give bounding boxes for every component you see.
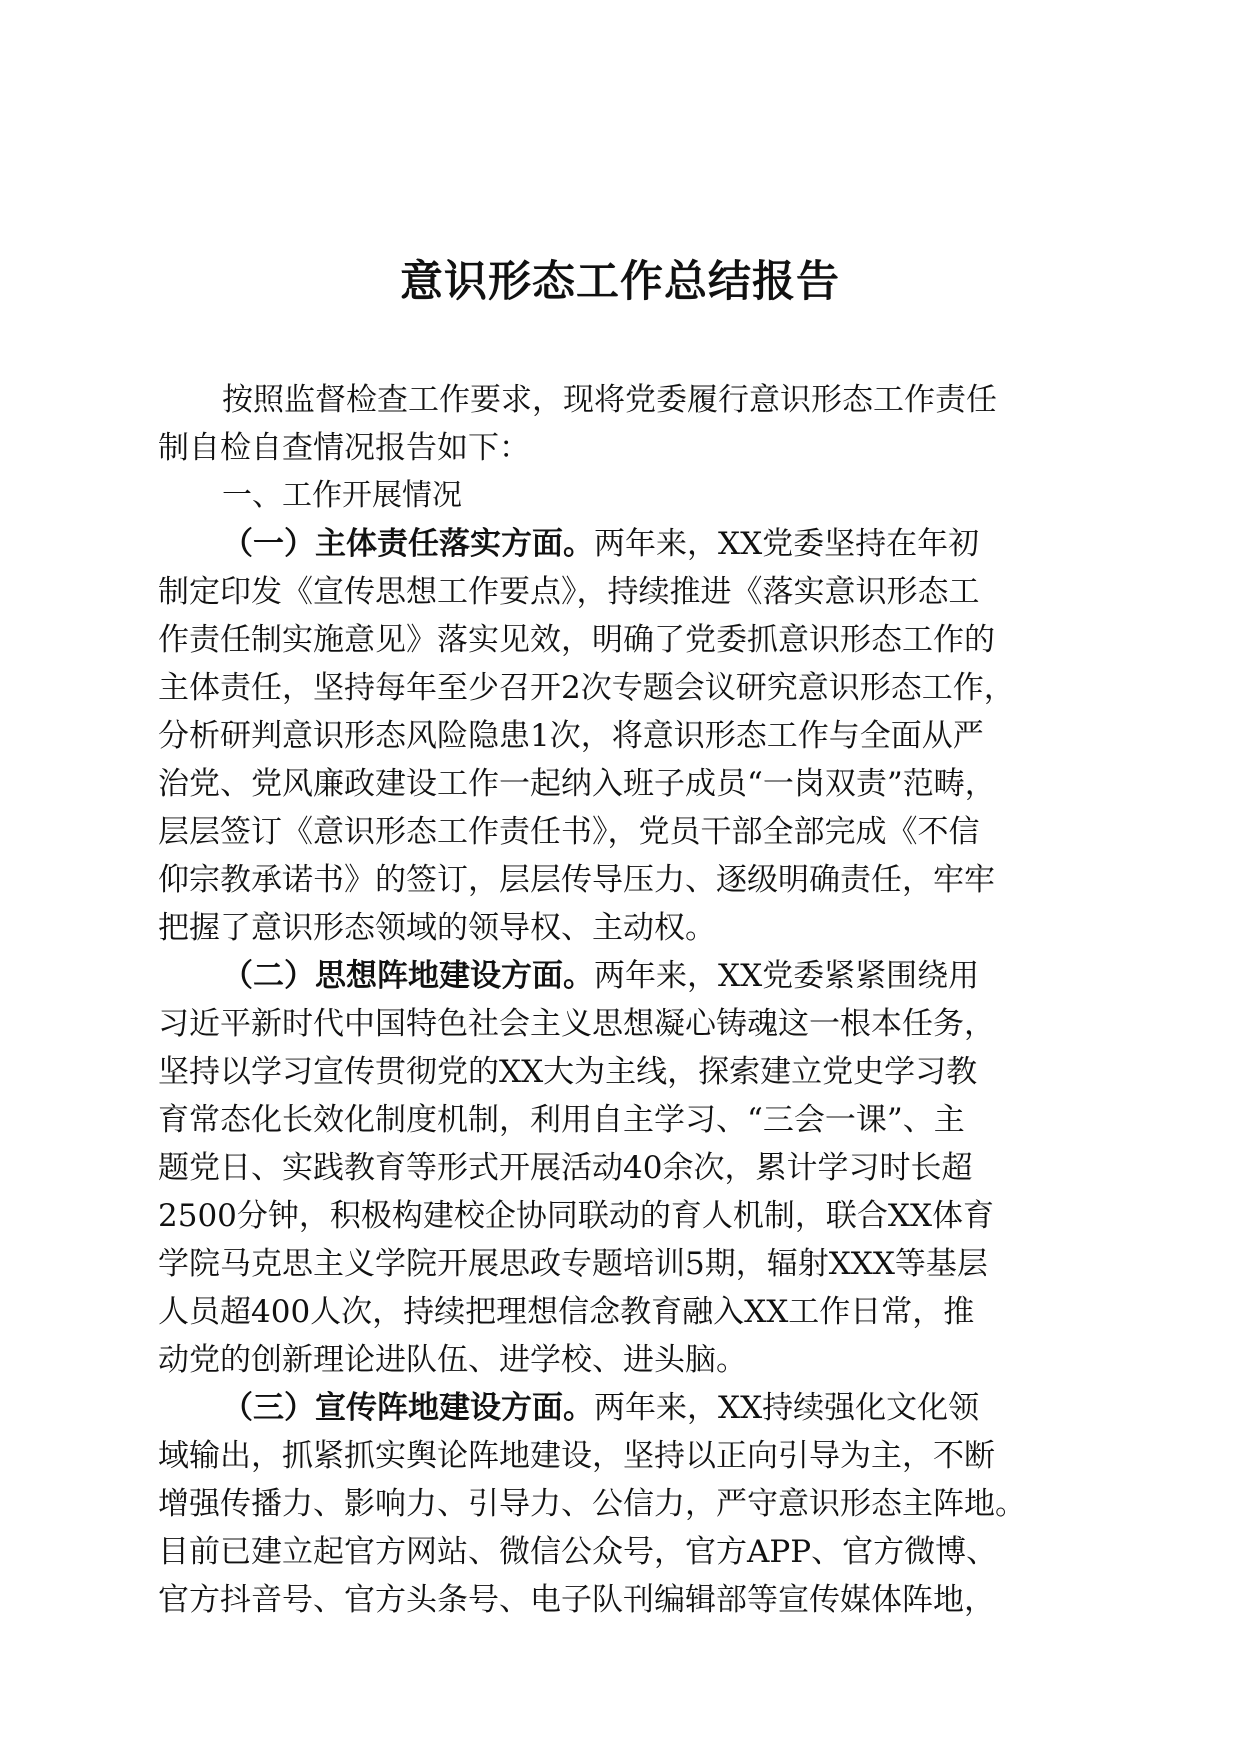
subsection-1-text: 两年来，XX党委坚持在年初 xyxy=(594,526,980,562)
subsection-3-line: 目前已建立起官方网站、微信公众号，官方APP、官方微博、 xyxy=(158,1534,998,1570)
subsection-2-lead: （二）思想阵地建设方面。 xyxy=(222,958,594,994)
subsection-1-line: 制定印发《宣传思想工作要点》，持续推进《落实意识形态工 xyxy=(158,574,980,610)
subsection-1-line: 层层签订《意识形态工作责任书》，党员干部全部完成《不信 xyxy=(158,814,980,850)
subsection-1-line: 分析研判意识形态风险隐患1次，将意识形态工作与全面从严 xyxy=(158,718,984,754)
subsection-3-line: 域输出，抓紧抓实舆论阵地建设，坚持以正向引导为主，不断 xyxy=(158,1438,995,1474)
subsection-1-first-line xyxy=(158,520,1088,568)
intro-line: 制自检自查情况报告如下： xyxy=(158,430,530,466)
subsection-2-line: 育常态化长效化制度机制，利用自主学习、“三会一课”、主 xyxy=(158,1102,965,1138)
subsection-3-text: 两年来，XX持续强化文化领 xyxy=(594,1390,980,1426)
subsection-2-line: 2500分钟，积极构建校企协同联动的育人机制，联合XX体育 xyxy=(158,1198,995,1234)
subsection-3-first-line xyxy=(158,1384,1088,1432)
subsection-3-line: 官方抖音号、官方头条号、电子队刊编辑部等宣传媒体阵地， xyxy=(158,1582,995,1618)
document-title: 意识形态工作总结报告 xyxy=(400,257,840,307)
subsection-2-line: 动党的创新理论进队伍、进学校、进头脑。 xyxy=(158,1342,747,1378)
subsection-2-first-line xyxy=(158,952,1088,1000)
section-heading: 一、工作开展情况 xyxy=(222,478,462,513)
subsection-2-text: 两年来，XX党委紧紧围绕用 xyxy=(594,958,980,994)
subsection-2-line: 学院马克思主义学院开展思政专题培训5期，辐射XXX等基层 xyxy=(158,1246,988,1282)
subsection-1-line: 仰宗教承诺书》的签订，层层传导压力、逐级明确责任，牢牢 xyxy=(158,862,995,898)
subsection-3-lead: （三）宣传阵地建设方面。 xyxy=(222,1390,594,1426)
intro-line: 按照监督检查工作要求，现将党委履行意识形态工作责任 xyxy=(222,382,997,418)
subsection-1-line: 治党、党风廉政建设工作一起纳入班子成员“一岗双责”范畴， xyxy=(158,766,996,802)
document-body xyxy=(158,376,1088,1624)
subsection-2-line: 习近平新时代中国特色社会主义思想凝心铸魂这一根本任务， xyxy=(158,1006,995,1042)
subsection-2-line: 题党日、实践教育等形式开展活动40余次，累计学习时长超 xyxy=(158,1150,973,1186)
subsection-3-line: 增强传播力、影响力、引导力、公信力，严守意识形态主阵地。 xyxy=(158,1486,1026,1522)
subsection-1-lead: （一）主体责任落实方面。 xyxy=(222,526,594,562)
subsection-1-line: 把握了意识形态领域的领导权、主动权。 xyxy=(158,910,716,946)
subsection-2-line: 坚持以学习宣传贯彻党的XX大为主线，探索建立党史学习教 xyxy=(158,1054,978,1090)
subsection-1-line: 主体责任，坚持每年至少召开2次专题会议研究意识形态工作， xyxy=(158,670,1015,706)
subsection-1-line: 作责任制实施意见》落实见效，明确了党委抓意识形态工作的 xyxy=(158,622,995,658)
subsection-2-line: 人员超400人次，持续把理想信念教育融入XX工作日常，推 xyxy=(158,1294,975,1330)
